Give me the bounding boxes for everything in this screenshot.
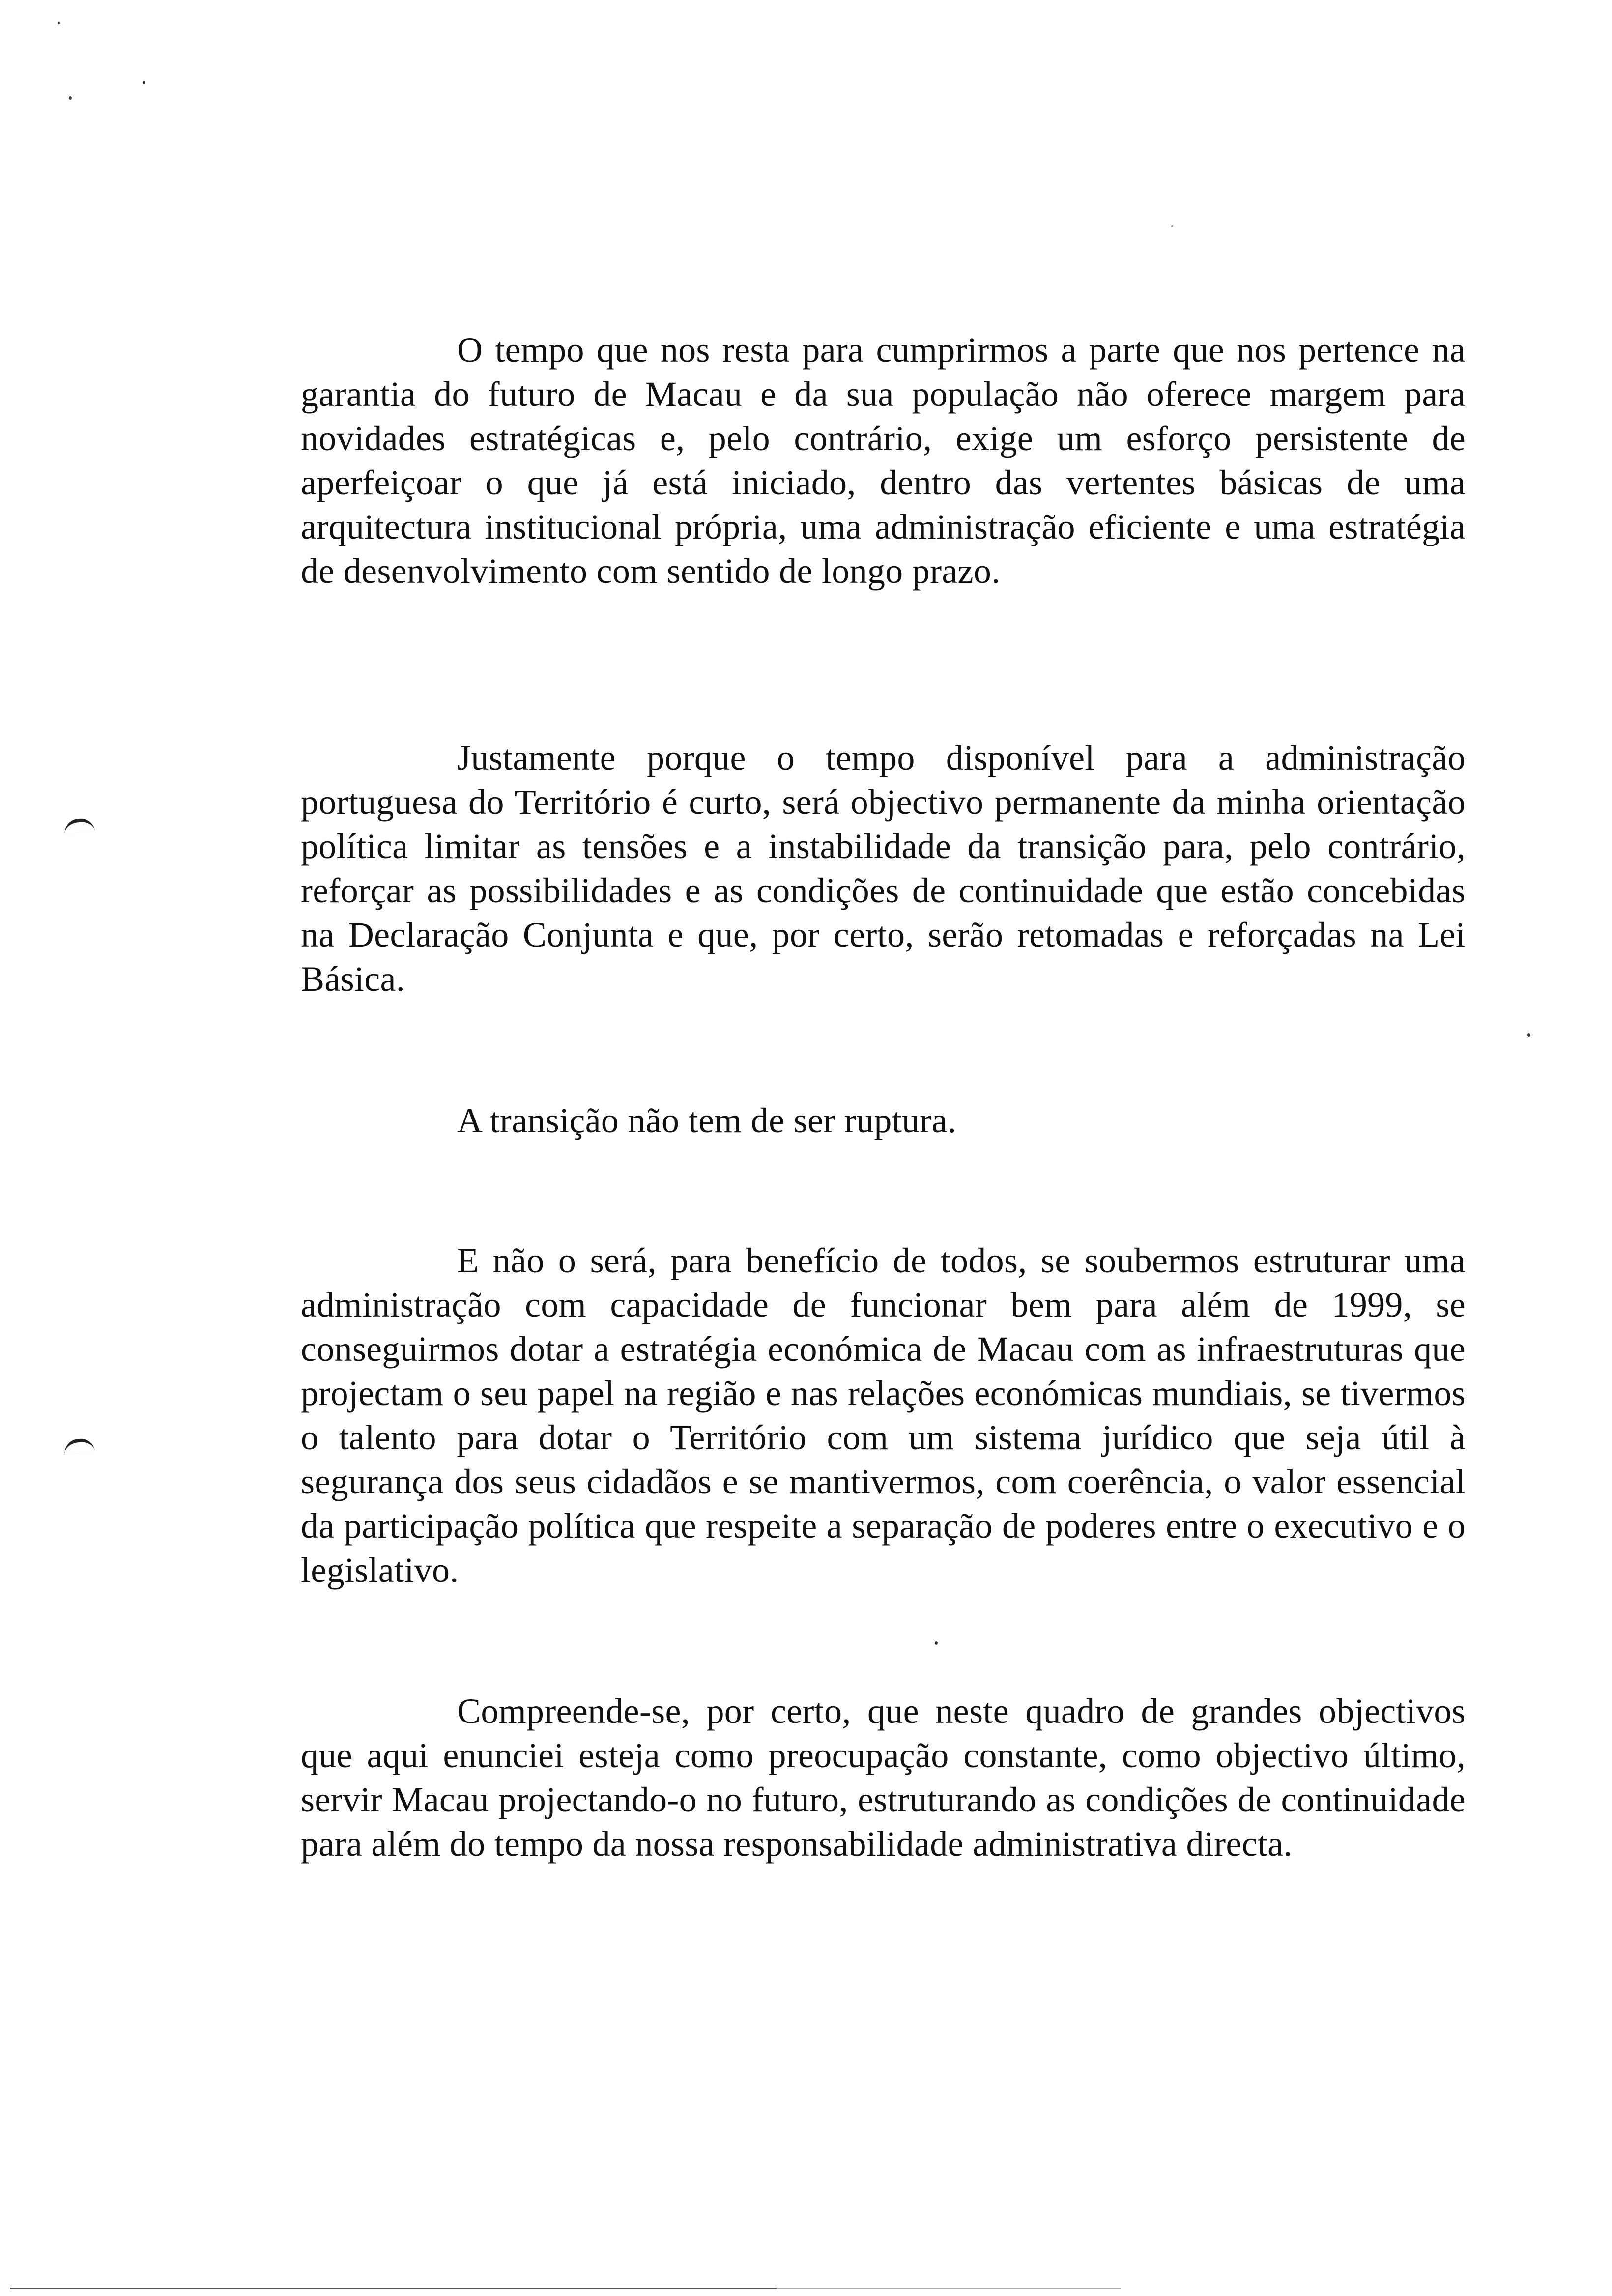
scan-speck (143, 81, 145, 84)
scan-speck (935, 1641, 938, 1645)
scan-speck (1527, 1033, 1530, 1037)
paragraph-3: A transição não tem de ser ruptura. (457, 1101, 957, 1140)
bottom-edge-rule (777, 2288, 1121, 2289)
scan-speck (58, 22, 60, 24)
paragraph-5: Compreende-se, por certo, que neste quadro de grandes objectivos que aqui enunciei esteja como preocupação constante, como objectivo último, servir Macau projectando-o no futuro, estruturando as condições de continuidade para além do tempo da nossa responsabilidade administrativa directa. (301, 1692, 1466, 1864)
paragraph-4: E não o será, para benefício de todos, se soubermos estruturar uma administração com capacidade de funcionar bem para além de 1999, se conseguirmos dotar a estratégia económica de Macau com as infraestruturas que projectam o seu papel na região e nas relações económicas mundiais, se tivermos o talento para dotar o Território com um sistema jurídico que seja útil à segurança dos seus cidadãos e se mantivermos, com coerência, o valor essencial da participação política que respeite a separação de poderes entre o executivo e o legislativo. (301, 1241, 1466, 1590)
scan-speck (1171, 225, 1173, 227)
scan-speck (69, 96, 72, 100)
punch-hole-mark-icon (63, 1437, 95, 1455)
paragraph-1: O tempo que nos resta para cumprirmos a parte que nos pertence na garantia do futuro de Macau e da sua população não oferece margem para novidades estratégicas e, pelo contrário, exige um esforço persistente de aperfeiçoar o que já está iniciado, dentro das vertentes básicas de uma arquitectura institucional própria, uma administração eficiente e uma estratégia de desenvolvimento com sentido de longo prazo. (301, 330, 1466, 591)
punch-hole-mark-icon (63, 817, 95, 834)
paragraph-2: Justamente porque o tempo disponível para a administração portuguesa do Território é curto, será objectivo permanente da minha orientação política limitar as tensões e a instabilidade da transição para, pelo contrário, reforçar as possibilidades e as condições de continuidade que estão concebidas na Declaração Conjunta e que, por certo, serão retomadas e reforçadas na Lei Básica. (301, 738, 1466, 999)
bottom-edge-rule (10, 2288, 777, 2289)
